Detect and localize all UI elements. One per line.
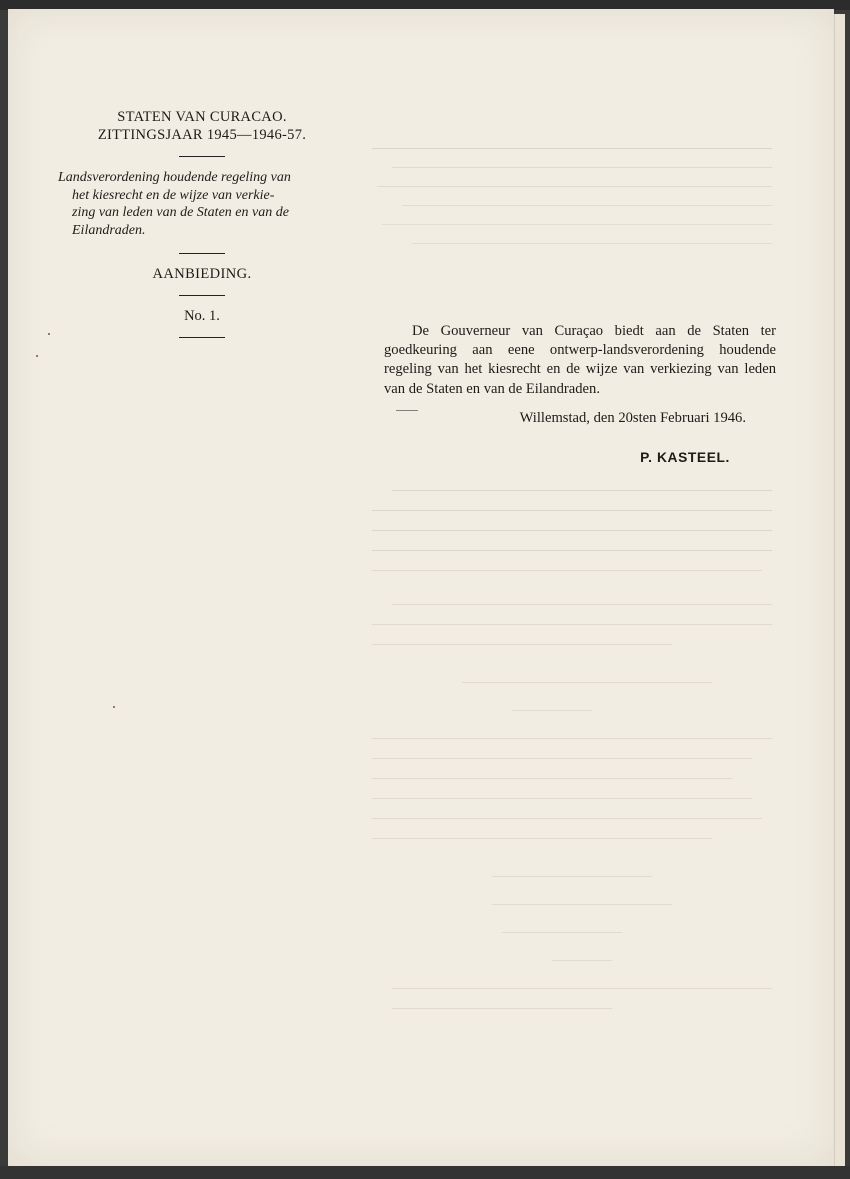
bleed-through-texture: [372, 140, 772, 250]
bleed-through-lower: [372, 480, 792, 1120]
header-column: [56, 108, 348, 350]
subject-line-1: Landsverordening houdende regeling van: [58, 170, 291, 185]
document-type: AANBIEDING.: [152, 266, 252, 282]
paper-speck: [113, 706, 115, 708]
paper-speck: [36, 355, 38, 357]
divider-rule-3: [179, 295, 225, 296]
document-number: No. 1.: [184, 308, 220, 324]
paper-speck: [48, 333, 50, 335]
divider-rule-1: [179, 156, 225, 157]
offer-paragraph: [384, 322, 776, 399]
subject-line-2: het kiesrecht en de wijze van verkie-: [72, 187, 275, 203]
subject-line-3: zing van leden van de Staten en van de: [72, 205, 289, 220]
signature-name: P. KASTEEL.: [640, 450, 730, 465]
subject-title: [56, 169, 348, 239]
divider-rule-4: [179, 337, 225, 338]
place-date: Willemstad, den 20sten Februari 1946.: [519, 410, 746, 426]
offer-paragraph-text: De Gouverneur van Curaçao biedt aan de Staten ter goedkeuring aan eene ontwerp-landsverordening houdende regeling van het kiesrecht en de wijze van verkiezing van leden van de Staten en van de Eilandraden.: [384, 323, 776, 397]
divider-rule-2: [179, 253, 225, 254]
underlying-page-edge: [834, 14, 845, 1166]
subject-line-4: Eilandraden.: [72, 222, 146, 238]
session-year: ZITTINGSJAAR 1945—1946-57.: [97, 127, 307, 143]
institution-title: STATEN VAN CURACAO.: [117, 109, 287, 125]
scan-bottom-border: [0, 1166, 850, 1179]
